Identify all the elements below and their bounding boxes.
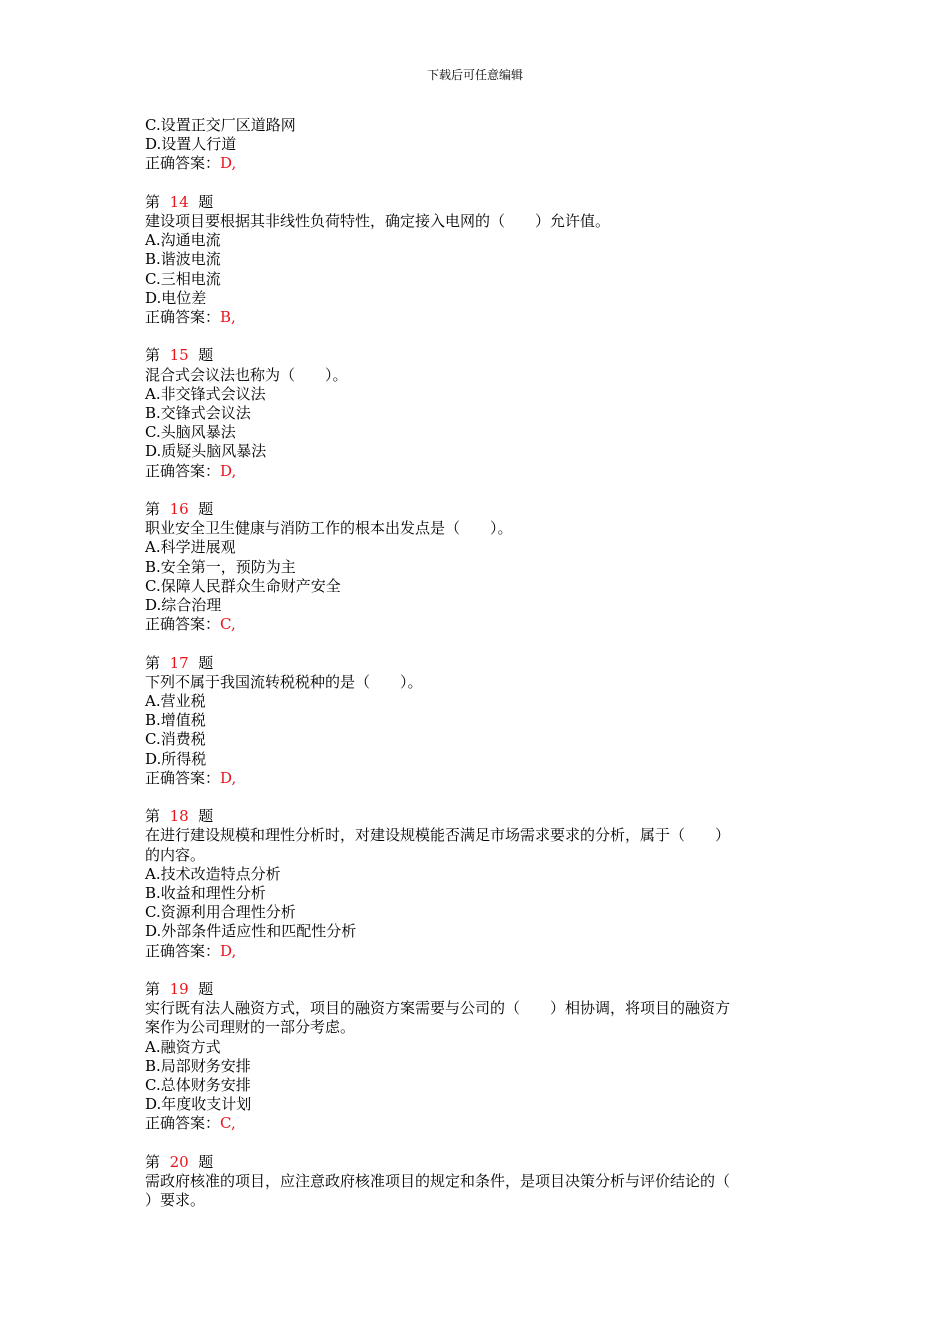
- question-prefix: 第: [145, 346, 161, 365]
- answer-line: [145, 154, 825, 173]
- answer-option: B.安全第一，预防为主: [145, 557, 296, 576]
- question-number: 18: [169, 807, 189, 826]
- question-title: [145, 500, 825, 519]
- question-stem: ）要求。: [145, 1191, 206, 1210]
- question-number: 20: [169, 1152, 189, 1171]
- question-title: [145, 980, 825, 999]
- answer-value: C,: [220, 615, 236, 634]
- answer-option: D.电位差: [145, 288, 207, 307]
- question-spacer: [145, 174, 825, 193]
- answer-option: D.外部条件适应性和匹配性分析: [145, 922, 357, 941]
- question-suffix: 题: [198, 653, 214, 672]
- question-stem: 案作为公司理财的一部分考虑。: [145, 1018, 356, 1037]
- answer-option: A.科学进展观: [145, 538, 236, 557]
- question-stem: 下列不属于我国流转税税种的是（ ）。: [145, 672, 423, 691]
- question-prefix: 第: [145, 500, 161, 519]
- question-spacer: [145, 1134, 825, 1153]
- question-block: [145, 980, 825, 1134]
- answer-option: B.收益和理性分析: [145, 884, 266, 903]
- answer-line: [145, 308, 825, 327]
- question-number: 19: [169, 980, 189, 999]
- answer-option: A.非交锋式会议法: [145, 384, 266, 403]
- answer-value: B,: [220, 308, 236, 327]
- answer-value: D,: [220, 461, 237, 480]
- question-suffix: 题: [198, 980, 214, 999]
- question-prefix: 第: [145, 1152, 161, 1171]
- question-prefix: 第: [145, 653, 161, 672]
- question-stem: 实行既有法人融资方式，项目的融资方案需要与公司的（ ）相协调，将项目的融资方: [145, 999, 731, 1018]
- answer-line: [145, 462, 825, 481]
- answer-label: 正确答案：: [145, 154, 221, 173]
- answer-line: [145, 615, 825, 634]
- question-spacer: [145, 788, 825, 807]
- question-number: 16: [169, 500, 189, 519]
- question-spacer: [145, 327, 825, 346]
- answer-option: C.总体财务安排: [145, 1076, 251, 1095]
- option-c: C.设置正交厂区道路网: [145, 116, 296, 134]
- question-prefix: 第: [145, 192, 161, 211]
- answer-option: A.沟通电流: [145, 231, 221, 250]
- answer-option: C.资源利用合理性分析: [145, 903, 296, 922]
- question-stem: 的内容。: [145, 845, 206, 864]
- question-block: [145, 807, 825, 961]
- answer-line: [145, 942, 825, 961]
- answer-option: A.融资方式: [145, 1037, 221, 1056]
- question-suffix: 题: [198, 1152, 214, 1171]
- answer-option: D.质疑头脑风暴法: [145, 442, 267, 461]
- answer-value: D,: [220, 768, 237, 787]
- question-suffix: 题: [198, 500, 214, 519]
- answer-line: [145, 769, 825, 788]
- answer-value: D,: [220, 154, 237, 173]
- question-spacer: [145, 961, 825, 980]
- question-spacer: [145, 481, 825, 500]
- question-title: [145, 807, 825, 826]
- question-number: 14: [169, 192, 189, 211]
- option-d: D.设置人行道: [145, 135, 237, 154]
- answer-label: 正确答案：: [145, 615, 221, 634]
- question-stem: 建设项目要根据其非线性负荷特性，确定接入电网的（ ）允许值。: [145, 212, 611, 230]
- answer-option: C.三相电流: [145, 269, 221, 288]
- question-block: [145, 500, 825, 634]
- question-title: [145, 193, 825, 212]
- partial-question: [145, 116, 825, 174]
- question-block: [145, 1153, 825, 1211]
- question-stem: 在进行建设规模和理性分析时，对建设规模能否满足市场需求要求的分析，属于（ ）: [145, 826, 731, 845]
- answer-option: D.年度收支计划: [145, 1095, 252, 1114]
- answer-label: 正确答案：: [145, 941, 221, 960]
- answer-option: A.技术改造特点分析: [145, 864, 281, 883]
- answer-value: D,: [220, 941, 237, 960]
- answer-option: D.综合治理: [145, 596, 222, 615]
- question-spacer: [145, 634, 825, 653]
- answer-option: C.消费税: [145, 730, 206, 749]
- page-header: 下载后可任意编辑: [426, 68, 523, 82]
- question-stem: 需政府核准的项目，应注意政府核准项目的规定和条件，是项目决策分析与评价结论的（: [145, 1172, 731, 1191]
- answer-option: B.局部财务安排: [145, 1056, 251, 1075]
- answer-label: 正确答案：: [145, 461, 221, 480]
- question-prefix: 第: [145, 980, 161, 999]
- question-block: [145, 654, 825, 788]
- question-suffix: 题: [198, 807, 214, 826]
- answer-option: B.交锋式会议法: [145, 404, 251, 423]
- question-block: [145, 193, 825, 327]
- question-number: 15: [169, 346, 189, 365]
- answer-label: 正确答案：: [145, 308, 221, 327]
- answer-value: C,: [220, 1114, 236, 1133]
- answer-label: 正确答案：: [145, 1114, 221, 1133]
- answer-option: D.所得税: [145, 749, 207, 768]
- answer-option: C.保障人民群众生命财产安全: [145, 576, 341, 595]
- answer-label: 正确答案：: [145, 768, 221, 787]
- question-title: [145, 1153, 825, 1172]
- answer-option: A.营业税: [145, 692, 206, 711]
- answer-line: [145, 1114, 825, 1133]
- question-number: 17: [169, 653, 189, 672]
- question-stem: 混合式会议法也称为（ ）。: [145, 365, 348, 384]
- document-body: [145, 116, 825, 1210]
- answer-option: B.增值税: [145, 711, 206, 730]
- answer-option: C.头脑风暴法: [145, 423, 236, 442]
- question-title: [145, 654, 825, 673]
- question-suffix: 题: [198, 346, 214, 365]
- question-suffix: 题: [198, 192, 214, 211]
- question-stem: 职业安全卫生健康与消防工作的根本出发点是（ ）。: [145, 519, 513, 538]
- answer-option: B.谐波电流: [145, 250, 221, 269]
- question-prefix: 第: [145, 807, 161, 826]
- question-block: [145, 346, 825, 480]
- question-title: [145, 346, 825, 365]
